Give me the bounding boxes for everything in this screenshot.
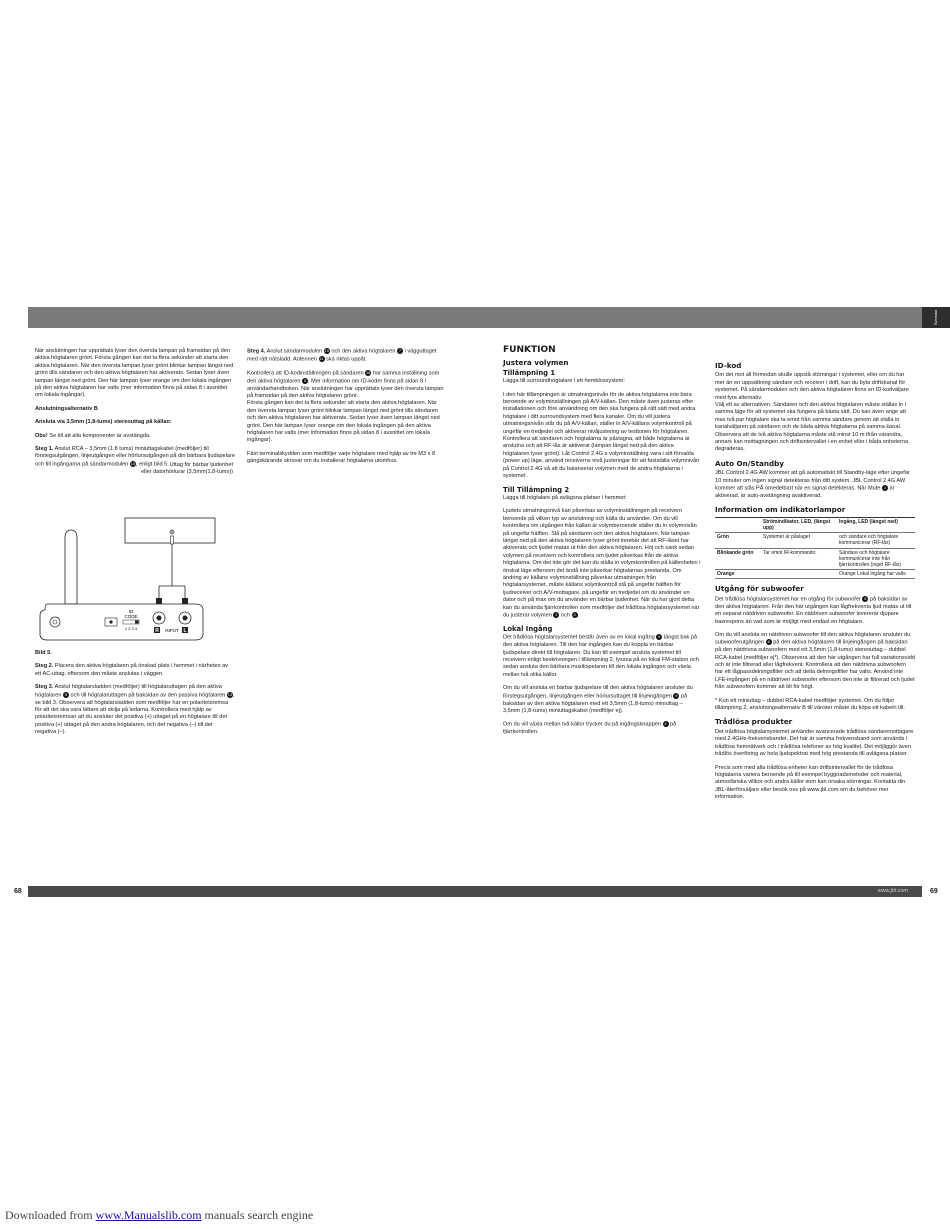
- lokal3-text-a: Om du vill växla mellan två källor trycker du på ingångsknappen: [503, 721, 663, 728]
- heading-indikatorlampor: Information om indikatorlampor: [715, 505, 846, 515]
- lokal-text-a: Det trådlösa högtalarsystemet består även av en lokal ingång: [503, 634, 657, 641]
- subwoofer-note: * Kun ett miniuttag – dubbel RCA-kabel medföljer systemet. Om du följer tillämpning 2, anslutningsalternativ B till vänster måste du köpa ett kabeln till.: [715, 697, 905, 712]
- sub-text-a: Det trådlösa högtalarsystemet har en utgång för subwoofer: [715, 596, 863, 603]
- tillampning-1-sub: Lägga till surroundhögtalare i ett hemblossystem:: [503, 378, 625, 385]
- lokal2-text-b: på baksidan av den aktiva högtalaren med ett 3,5mm (1,8-tums) miniuttag – 3,5mm (1,8-tums) miniuttagskabel (medföljer ej).: [503, 693, 688, 714]
- figure-caption-line-1: Uttag för bärbar ljudenhet: [169, 461, 233, 468]
- ref-number: 4: [664, 721, 667, 727]
- ref-number: 7: [398, 348, 402, 353]
- rca-jack-l-center: [183, 616, 188, 621]
- table-header-cell: Strömindikator, LED, (längst upp): [761, 517, 837, 532]
- figure-label: Bild 5.: [35, 650, 52, 656]
- language-tab-label: Svenska: [933, 309, 939, 326]
- step-3-text-c: , se bild 3. Observera att högtalarsladden som medföljer har en polaritetsremsa för att det ska vara lättare att skilja på ledarna. Kontrollera med hjälp av polaritetsremsan att du ansluter det positiva (+) uttaget på en högtalare till det positiva (+) uttaget på den andra högtalaren, och det negativa (–) till det negativa (–).: [35, 692, 235, 736]
- auto-standby-text: [715, 470, 915, 500]
- step-3-label: Steg 3.: [35, 684, 54, 691]
- jack-center: [171, 531, 173, 533]
- id-kod-text-2: Välj ett av alternativen. Sändaren och den aktiva högtalaren måste ställas in i samma läge för att systemet ska fungera på bästa sätt. Du kan även ange att max två par högtalare ska ta emot från samma sändare genom att ställa in kanalväljaren på sändaren och de båda aktiva högtalarna på samma kanal. Observera att de två aktiva högtalarna måste stå minst 10 m ifrån varandra, annars kan mottagningen och driftsintervallet i en enhet eller i båda enheterna degraderas.: [715, 402, 909, 453]
- step-3: [35, 684, 235, 736]
- id-code-dot: [109, 620, 112, 623]
- heading-subwoofer: Utgång för subwoofer: [715, 584, 804, 594]
- table-cell: Tar emot IR-kommando.: [761, 548, 837, 570]
- step-2-text: Placera den aktiva högtalaren på önskad plats i hemmet i närheten av ett AC-uttag, eftersom den måste anslutas i väggen.: [35, 663, 229, 677]
- alt-b-heading: Anslutningsalternativ B: [35, 405, 98, 412]
- table-row: [715, 548, 915, 570]
- p2-text-b: har samma inställning som den aktiva högtalaren: [247, 370, 440, 385]
- table-header-row: [715, 517, 915, 532]
- indicator-table: [715, 517, 915, 580]
- step-4: [247, 348, 447, 364]
- ref-number: 15: [324, 348, 330, 353]
- download-footer: [5, 1208, 313, 1223]
- ref-number: 9: [658, 634, 661, 640]
- id-code-switch-knob: [135, 621, 139, 624]
- r-label: R: [155, 628, 159, 634]
- ref-number: 5: [303, 377, 307, 383]
- table-cell: och sändare och högtalare kommunicerar (RF-lås): [837, 533, 915, 548]
- footer-suffix: manuals search engine: [201, 1208, 314, 1222]
- heading-id-kod: ID-kod: [715, 361, 742, 370]
- ref-number: 3: [573, 612, 576, 617]
- step-1-end: , enligt bild 5.: [135, 461, 169, 468]
- lokal3-text-b: på fjärrkontrollen.: [503, 721, 677, 736]
- till2-text: Ljudets utmatningsnivå kan påverkas av volyminställningen på receivern beroende på vilken typ av anslutning och källa du använder. Om du vill kontrollera om utgången från källan är volymberoende ställer du in volymnivån på ungefär hälften. Slå på sändaren och den aktiva högtalaren. När lampan längst ned på den aktiva högtalaren lyser grönt innebär det att RF-låset har aktiverats och ljudet matas ut från den aktiva högtalaren. Höj och sänk sedan volymen på receivern och kontrollera om ljudet påverkas från de aktiva högtalarna. Om det inte gör det kan du ställa in volymkontrollen på källenheten i önskat läge eftersom det ändå inte påverkar högtalarnas prestanda. Om ändring av källans volyminställning påverkar utmatningen från högtalarsystemet, måste källans volymkontroll stå på ungefär hälften för ljudreceiver och A/V-mottagare, på ungefär en tredjedel om du använder en dator och på max om du använder en bärbar ljudenhet. När du har gjort detta kan du använda fjärrkontrollen som medföljer det trådlösa högtalarsystemet när du justerar volymen: [503, 508, 701, 619]
- p2-text-c: . Mer information om ID-koder finns på sidan 8 i användarhandboken. När anslutningen har upprättats lyser den översta lampan på framsidan på den aktiva högtalaren grönt.: [247, 378, 444, 399]
- table-cell: Sändare och högtalare kommunicerar inte från fjärrkontrollen (inget RF-lås): [837, 548, 915, 570]
- tillampning-2-sub: Lägga till högtalare på avlägsna platser i hemmet:: [503, 494, 627, 501]
- step-1-label: Steg 1.: [35, 446, 54, 453]
- ref-number: 8: [767, 639, 770, 645]
- obs-note: [35, 433, 235, 440]
- table-row: [715, 570, 915, 579]
- table-row: [715, 533, 915, 548]
- table-cell: [761, 570, 837, 579]
- id-kod-text-1: Om det mot all förmodan skulle uppstå störningar i systemet, eller om du har mer än en uppsättning sändare och receiver i drift, kan du byta driftskanal för systemet. På sändarmodulen och den aktiva högtalaren finns en ID-kodväljare med fyra alternativ.: [715, 372, 909, 401]
- column-2: [247, 348, 447, 472]
- heading-lokal-ingang: Lokal Ingång: [503, 624, 553, 633]
- step-4-text-c: i vägguttaget med rätt nätsladd. Antennen: [247, 348, 437, 363]
- lokal2-text-a: Om du vill ansluta en bärbar ljudspelare till den aktiva högtalaren ansluter du förstegsutgången, linjeutgången eller hörlursuttaget till linjeingången: [503, 685, 693, 700]
- obs-label: Obs!: [35, 432, 48, 439]
- sub2-text-b: på den aktiva högtalaren till linjeingången på baksidan på den nätdrivna subwoofern med ett 3,5mm (1,8-tums) stereouttag – dubbel RCA-kabel (medföljer ej*). Observera att den här utgången har full variationsvidd och är inte filtrerad eller lågfrekvent. Kontrollera att den nätdrivna subwoofern har ett lågpassdelningsfilter och att delta delningsfilter har valts. Använd inte LFE-ingången på en nätdriven subwoofer eftersom den inte är filtrerad och ljudet från subwoofern kommer att bli för högt.: [715, 639, 915, 691]
- heading-tillampning-1: Tillämpning 1: [503, 368, 556, 377]
- ref-number: 11: [319, 355, 324, 361]
- header-bar: [28, 307, 922, 328]
- auto-text-a: JBL Control 2.4G AW kommer att gå automatiskt till Standby-läge efter ungefär 10 minuter om ingen signal detekteras från ditt system. JBL Control 2.4G AW kommer att slås PÅ omedelbart när en signal detekteras. När Mute: [715, 470, 910, 492]
- table-header-cell: [715, 517, 761, 532]
- intro-paragraph: När anslutningen har upprättats lyser den översta lampan på framsidan på den aktiva högtalaren grönt. Första gången kan det ta flera sekunder att starta den aktiva högtalaren. När den översta lampan lyser grönt blinkar lampan längst ned grönt tills sändaren och den aktiva högtalaren har aktiverats. Sedan lyser även lampan längst ned grönt. Den här lampan lyser orange om den lokala ingången på den aktiva högtalaren har valts (mer information finns på sidan 8 i avsnittet om lokala ingångar).: [35, 348, 234, 399]
- cable-plug: [171, 536, 174, 544]
- step-2-label: Steg 2.: [35, 663, 54, 670]
- step-4-text-b: och den aktiva högtalaren: [329, 348, 397, 355]
- figure-caption-line-2: eller datorhörlurar (3,5mm(1,8-tums)): [140, 469, 233, 476]
- subwoofer-text: [715, 596, 915, 626]
- id-code-numbers: 1 2 3 4: [124, 626, 138, 631]
- table-cell: Blinkande grön: [715, 548, 761, 570]
- id-label: ID: [128, 609, 134, 614]
- terminal-cover-paragraph: Fäst terminalskydden som medföljer varje högtalare med hjälp av tre M3 x 8 gängskärande skruvar om du installerar högtalarna utomhus.: [247, 450, 436, 465]
- ref-number: 8: [864, 595, 867, 601]
- ref-number: 16: [365, 369, 371, 375]
- manualslib-link[interactable]: www.Manualslib.com: [95, 1208, 202, 1222]
- till2-end: .: [577, 612, 580, 619]
- tradlosa-text-2: Precis som med alla trådlösa enheter kan driftsintervallet för de trådlösa högtalarna variera beroende på till exempel byggnadsmetoder och material, atmosfäriska villkor och andra källor som kan orsaka störningar. Kontakta din JBL-återförsäljare eller besök oss på www.jbl.com om du behöver mer information.: [715, 764, 906, 801]
- table-cell: Grön: [715, 533, 761, 548]
- footer-prefix: Downloaded from: [5, 1208, 96, 1222]
- heading-justera-volymen: Justera volymen: [503, 358, 569, 368]
- power-jack-inner: [53, 620, 57, 624]
- till2-mid: och: [559, 612, 572, 619]
- lokal-text-b: längst bak på den aktiva högtalaren. Till den här ingången kan du koppla en bärbar ljudspelare direkt till högtalaren. Du kan till exempel ansluta systemet till receivern enligt beskrivningen i tillämpning 2, lyssna på en lokal FM-station och sedan ansluta den bärbara musikspelaren till den lokala ingången och växla mellan två olika källor.: [503, 634, 699, 678]
- step-4-label: Steg 4.: [247, 348, 266, 355]
- step-2: [35, 663, 235, 678]
- page-number-left: 68: [14, 888, 22, 895]
- tradlosa-text-1: Det trådlösa högtalarsystemet använder avancerade trådlösa sändaremottagare med 2.4GHz-frekvensbandet. Det här är samma frekvensband som används i trådlösa hemnätverk och i trådlösa telefoner av hög kvalitet. Det möjliggör även trådlös överföring av hela ljudspektrat med hög prestanda till avlägsna platser.: [715, 728, 914, 758]
- antenna-icon: [65, 530, 77, 604]
- ref-number: 5: [64, 691, 68, 697]
- startup-paragraph: Första gången kan det ta flera sekunder att starta den aktiva högtalaren. När den översta lampan lyser grönt blinkar lampan längst ned grönt tills sändaren och den aktiva högtalaren har aktiverats. Sedan lyser även lampan längst ned grönt. Den här lampan lyser orange om den lokala ingången på den aktiva högtalaren har valts (mer information finns på sidan 8 i avsnittet om lokala ingångar).: [247, 400, 440, 444]
- heading-tillampning-2: Till Tillämpning 2: [503, 485, 570, 494]
- page-number-right: 69: [930, 888, 938, 895]
- l-label: L: [183, 628, 187, 634]
- code-label: CODE: [124, 614, 138, 619]
- obs-text: Se till att alla komponenter är avstängda.: [47, 432, 151, 439]
- ref-number: 2: [555, 612, 558, 617]
- column-3: [503, 347, 701, 743]
- sub-text-b: på baksidan av den aktiva högtalaren. Från den här utgången kan lågfrekventa ljud matas ut till en separat nätdriven subwoofer. En nätdriven subwoofer levererar djupare basrespons än vad som är möjligt med endast en högtalare.: [715, 596, 912, 625]
- column-1: [35, 348, 235, 477]
- table-cell: Orange: [715, 570, 761, 579]
- ref-number: 13: [227, 691, 233, 697]
- table-cell: Systemet är påslaget: [761, 533, 837, 548]
- alt-b-subheading: Ansluta via 3,5mm (1,8-tums) stereouttag på källan:: [35, 419, 172, 426]
- language-tab: [922, 307, 950, 328]
- input-label: INPUT: [165, 628, 179, 633]
- ref-number: 1: [883, 485, 887, 491]
- website-label: www.jbl.com: [877, 888, 908, 894]
- tillampning-1-text: I den här tillämpningen är utmatningsnivån för de aktiva högtalarna inte bara beroende av volyminställningen på A/V-källan. Den måste även justeras efter installationen och före användning om den ska fungera på rätt sätt med andra högtalare i ditt surroundsystem med flera kanaler. Om du vill justera utmatningsnivån står du på A/V-källan, ställer in A/V-källans volymkontroll på ungefär en tredjedel och aktiverar nivåjustering av testtonen för högtalaren. Kontrollera att sändaren och högtalarna är påslagna, att både högtalarna är anslutna och att RF-lås är aktiverat (lampan längst ned på den aktiva högtalaren lyser grönt). Låt Control 2.4G s volyminställning vara i sitt förvalda (power up) läge, använd receiverns nivå justeringar för att fastställa volymnivån på Control 2.4G så att du balanserar volymen med de andra högtalarna i systemet .: [503, 391, 700, 480]
- subwoofer-text-2: [715, 632, 915, 692]
- table-header-cell: Ingång, LED (längst ned): [837, 517, 915, 532]
- id-code-paragraph: [247, 370, 447, 401]
- heading-auto-standby: Auto On/Standby: [715, 458, 784, 468]
- p2-text-a: Kontrollera att ID-kodinställningen på sändaren: [247, 370, 366, 377]
- column-1-lower: [35, 650, 235, 743]
- step-1-text: Anslut RCA – 3,5mm (1,8 tums) miniuttagskabel (medföljer) till förstegsutgången, linjeutgången eller hörlursutgången på din bärbara ljudspelare och till ingångarna på sändarmodulen: [35, 446, 235, 468]
- step-4-text-a: Anslut sändarmodulen: [265, 348, 324, 355]
- lokal-ingang-text-3: [503, 721, 701, 736]
- figure-5-diagram: [35, 510, 235, 645]
- table-cell: Orange Lokal ingång har valts: [837, 570, 915, 579]
- ref-number: 9: [675, 692, 678, 698]
- sub2-text-a: Om du vill ansluta en nätdriven subwoofer till den aktiva högtalaren ansluter du subwooferutgången: [715, 631, 911, 646]
- heading-tradlosa-produkter: Trådlösa produkter: [715, 717, 793, 727]
- portable-device: [125, 518, 215, 543]
- auto-text-b: är aktiverad, är auto-avstängning avaktiverad.: [715, 485, 895, 499]
- step-4-text-d: ska riktas uppåt.: [324, 356, 367, 363]
- step-3-text-a: Anslut högtalarsladden (medföljer) till högtalaruttagen på den aktiva högtalaren: [35, 684, 222, 699]
- tillampning-2-text: [503, 508, 701, 620]
- step-3-text-b: och till högtalaruttagen på baksidan av den passiva högtalaren: [69, 692, 227, 699]
- ref-number: 15: [130, 460, 136, 466]
- lokal-ingang-text-2: [503, 685, 701, 715]
- transmitter-module: [40, 604, 203, 640]
- column-4: [715, 362, 915, 808]
- section-title-funktion: FUNKTION: [503, 345, 556, 355]
- rca-jack-r-center: [157, 616, 162, 621]
- footer-bar: [28, 886, 922, 897]
- lokal-ingang-text: [503, 634, 701, 679]
